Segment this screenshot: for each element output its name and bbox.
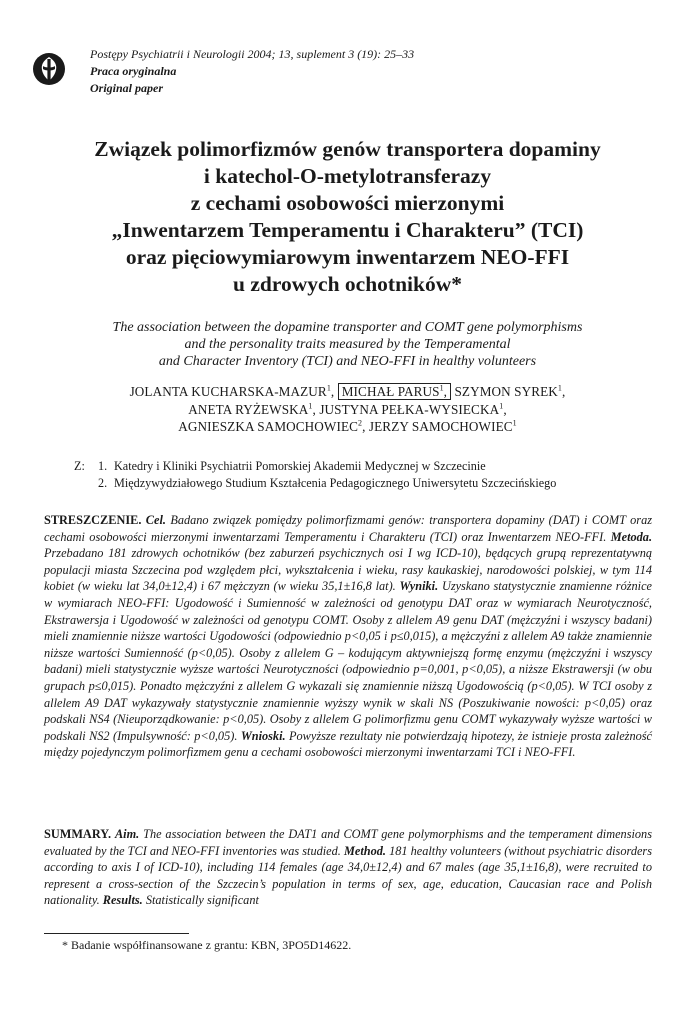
authors-line-1: [40, 383, 655, 401]
footnote-divider: [44, 933, 189, 934]
affiliations: [74, 458, 674, 492]
author-name: JOLANTA KUCHARSKA-MAZUR: [129, 384, 327, 399]
summary-method: 181 healthy volunteers (without psychiatric disorders according to axis I of ICD-10), including 114 females (age 34,0±12,4) and 67 males (age 35,1±16,8), were recruited to represent a cross-section of the Szczecin’s population in terms of sex, age, education, Caucasian race and Polish nationality.: [44, 843, 652, 908]
abstract-conclusions: Powyższe rezultaty nie potwierdzają hipotezy, że istnieje prosta zależność między pojedynczym polimorfizmem genu a cechami osobowości mierzonymi inwentarzami TCI i NEO-FFI.: [44, 728, 653, 760]
authors-line-3: [40, 418, 655, 436]
affiliation-number: 2.: [98, 476, 108, 490]
journal-header: [30, 46, 670, 106]
separator: ,: [330, 384, 335, 399]
separator: ,: [312, 401, 316, 417]
author-affiliation-mark: 1: [512, 418, 517, 428]
footnote: * Badanie współfinansowane z grantu: KBN, 3PO5D14622.: [62, 938, 352, 952]
separator: ,: [503, 401, 507, 417]
abstract-method: Przebadano 181 zdrowych ochotników (bez zaburzeń psychicznych osi I wg ICD-10), będących grupą reprezentatywną populacji miasta Szczecina pod względem płci, wykształcenia i wieku, rasy kaukaskiej, narodowości polskiej, w tym 114 kobiet (w wieku lat 34,0±12,4) i 67 mężczyzn (w wieku 35,1±16,8 lat).: [44, 546, 652, 594]
journal-reference: Postępy Psychiatrii i Neurologii 2004; 13, suplement 3 (19): 25–33: [90, 47, 415, 61]
subtitle-line: and Character Inventory (TCI) and NEO-FFI in healthy volunteers: [158, 354, 537, 369]
journal-logo-icon: [32, 52, 66, 86]
summary-results: Statistically significant: [145, 893, 259, 908]
section-label-wyniki: Wyniki.: [399, 579, 439, 594]
affiliation-number: 1.: [98, 459, 108, 473]
author-list: [40, 383, 655, 436]
article-subtitle-en: [40, 319, 655, 370]
author-name-boxed: [338, 383, 451, 400]
title-line: z cechami osobowości mierzonymi: [190, 191, 505, 215]
author-name: SZYMON SYREK: [454, 384, 558, 399]
article-title: [40, 136, 655, 298]
section-label-results: Results.: [102, 893, 143, 908]
abstract-english: [44, 826, 652, 909]
abstract-label: STRESZCZENIE.: [44, 513, 142, 527]
author-name: JUSTYNA PEŁKA-WYSIECKA: [319, 401, 500, 417]
section-label-metoda: Metoda.: [610, 529, 653, 544]
paper-type-en: Original paper: [90, 81, 164, 95]
section-label-cel: Cel.: [145, 513, 166, 527]
affiliation-1: [74, 458, 674, 475]
section-label-method: Method.: [343, 843, 386, 858]
summary-aim: The association between the DAT1 and COMT gene polymorphisms and the temperament dimensions evaluated by the TCI and NEO-FFI inventories was studied.: [44, 827, 652, 858]
author-affiliation-mark: 1: [439, 383, 444, 393]
title-line: u zdrowych ochotników*: [233, 272, 462, 296]
author-affiliation-mark: 1: [557, 383, 563, 393]
author-affiliation-mark: 1: [308, 401, 313, 411]
author-affiliation-mark: 1: [499, 401, 504, 411]
author-name: ANETA RYŻEWSKA: [188, 401, 309, 417]
authors-line-2: [40, 401, 655, 419]
journal-citation: [90, 46, 414, 97]
abstract-polish: [44, 512, 652, 761]
title-line: oraz pięciowymiarowym inwentarzem NEO-FFI: [125, 245, 570, 269]
author-name: MICHAŁ PARUS: [341, 384, 440, 399]
affiliation-text: Międzywydziałowego Studium Kształcenia Pedagogicznego Uniwersytetu Szczecińskiego: [114, 476, 557, 490]
subtitle-line: and the personality traits measured by the Temperamental: [184, 337, 511, 352]
separator: ,: [443, 384, 448, 399]
section-label-aim: Aim.: [114, 827, 140, 841]
abstract-results: Uzyskano statystycznie znamienne różnice w wymiarach NEO-FFI: Ugodowość i Sumienność w zależności od genotypu DAT oraz w wymiarach Neurotyczność, Ekstrawersja i Ugodowość w zależności od genotypu COMT. Osoby z allelem A9 genu DAT (mężczyźni i wszyscy badani) mieli znamiennie niższe wartości Ugodowości (odpowiednio p<0,05 i p≤0,015), a mężczyźni z allelem A9 także znamiennie niższe wartości Sumienność (p<0,05). Osoby z allelem G – kodującym aktywniejszą formę enzymu (mężczyźni i wszyscy badani) mieli statystycznie wyższe wartości Neurotyczności (odpowiednio p=0,001, p<0,05), a niższe Ekstrawersji (w obu grupach p≤0,015). Ponadto mężczyźni z allelem G wykazali się znamiennie niższą Ugodowością (p<0,05). W TCI osoby z allelem A9 DAT wykazywały statystycznie znamiennie wyższy wynik w skali NS (Poszukiwanie nowości: p<0,05) oraz podskali NS4 (Nieuporządkowanie: p<0,05). Osoby z allelem G polimorfizmu genu COMT wykazywały wyższe wartości w podskali NS2 (Impulsywność: p<0,05).: [44, 579, 653, 743]
summary-label: SUMMARY.: [44, 827, 112, 841]
subtitle-line: The association between the dopamine transporter and COMT gene polymorphisms: [112, 320, 583, 335]
author-name: AGNIESZKA SAMOCHOWIEC: [178, 419, 358, 434]
affiliation-text: Katedry i Kliniki Psychiatrii Pomorskiej Akademii Medycznej w Szczecinie: [114, 459, 486, 473]
affiliation-prefix: Z:: [74, 459, 85, 473]
title-line: i katechol-O-metylotransferazy: [203, 164, 492, 188]
title-line: „Inwentarzem Temperamentu i Charakteru” (TCI): [111, 218, 584, 242]
affiliation-2: [74, 475, 674, 492]
separator: ,: [362, 419, 366, 434]
title-line: Związek polimorfizmów genów transportera dopaminy: [94, 137, 601, 161]
author-name: JERZY SAMOCHOWIEC: [368, 419, 513, 434]
author-affiliation-mark: 2: [358, 418, 363, 428]
separator: ,: [562, 384, 566, 399]
abstract-aim: Badano związek pomiędzy polimorfizmami genów: transportera dopaminy (DAT) i COMT oraz cechami osobowości mierzonymi inwentarzami Temperamentu i Charakteru (TCI) oraz Inwentarzem NEO-FFI.: [44, 513, 653, 544]
paper-type-pl: Praca oryginalna: [90, 64, 177, 78]
section-label-wnioski: Wnioski.: [240, 728, 286, 743]
author-affiliation-mark: 1: [326, 383, 331, 393]
